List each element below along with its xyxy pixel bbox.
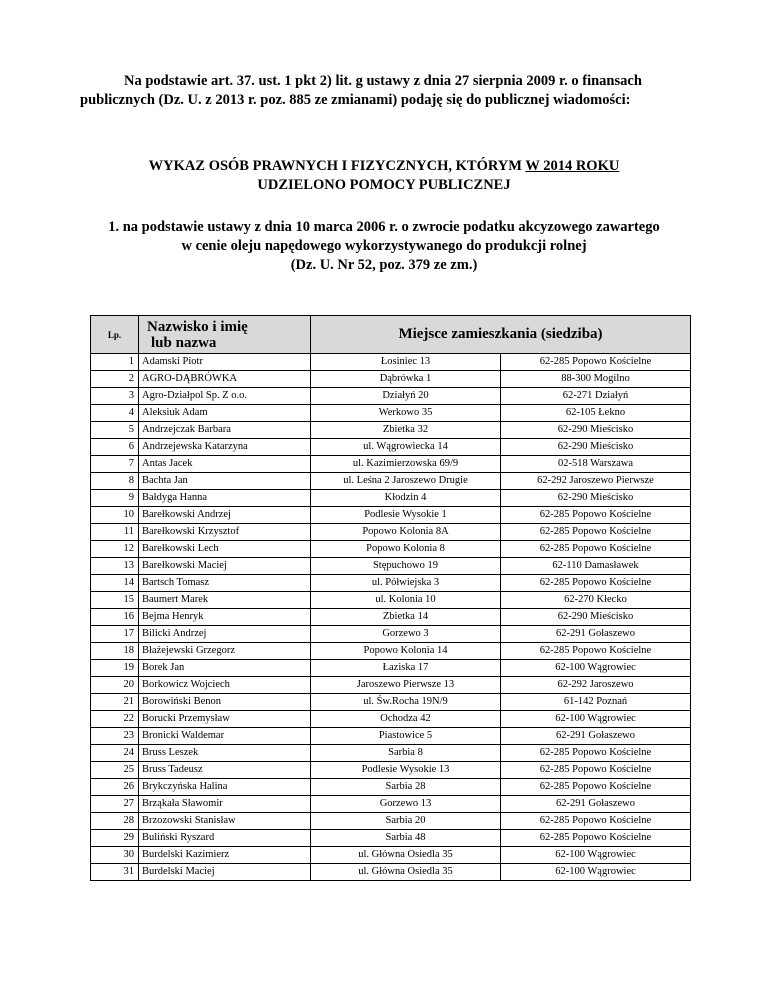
cell-city: 62-271 Działyń xyxy=(501,388,691,405)
document-title xyxy=(60,157,708,195)
cell-address: Sarbia 8 xyxy=(311,745,501,762)
cell-name: Borek Jan xyxy=(139,660,311,677)
cell-name: Burdelski Kazimierz xyxy=(139,847,311,864)
cell-city: 62-291 Gołaszewo xyxy=(501,796,691,813)
cell-city: 62-100 Wągrowiec xyxy=(501,711,691,728)
cell-city: 62-291 Gołaszewo xyxy=(501,626,691,643)
cell-address: Łaziska 17 xyxy=(311,660,501,677)
cell-address: Sarbia 48 xyxy=(311,830,501,847)
cell-lp: 7 xyxy=(91,456,139,473)
cell-name: Barełkowski Andrzej xyxy=(139,507,311,524)
cell-address: Ochodza 42 xyxy=(311,711,501,728)
table-row xyxy=(91,371,691,388)
table-row xyxy=(91,439,691,456)
cell-lp: 13 xyxy=(91,558,139,575)
cell-name: Barełkowski Krzysztof xyxy=(139,524,311,541)
cell-address: ul. Leśna 2 Jaroszewo Drugie xyxy=(311,473,501,490)
cell-name: Błażejewski Grzegorz xyxy=(139,643,311,660)
cell-name: Antas Jacek xyxy=(139,456,311,473)
cell-name: Brykczyńska Halina xyxy=(139,779,311,796)
table-row xyxy=(91,660,691,677)
cell-city: 62-292 Jaroszewo Pierwsze xyxy=(501,473,691,490)
cell-address: Sarbia 28 xyxy=(311,779,501,796)
cell-lp: 22 xyxy=(91,711,139,728)
cell-name: Andrzejczak Barbara xyxy=(139,422,311,439)
cell-address: ul. Kolonia 10 xyxy=(311,592,501,609)
cell-name: Barełkowski Lech xyxy=(139,541,311,558)
cell-address: ul. Wągrowiecka 14 xyxy=(311,439,501,456)
table-row xyxy=(91,626,691,643)
cell-address: ul. Kazimierzowska 69/9 xyxy=(311,456,501,473)
cell-city: 62-285 Popowo Kościelne xyxy=(501,830,691,847)
document-title-part-a: WYKAZ OSÓB PRAWNYCH I FIZYCZNYCH, KTÓRYM xyxy=(148,158,526,174)
cell-name: Bejma Henryk xyxy=(139,609,311,626)
cell-name: Bałdyga Hanna xyxy=(139,490,311,507)
cell-lp: 10 xyxy=(91,507,139,524)
cell-city: 62-290 Mieścisko xyxy=(501,609,691,626)
section-heading-line-1: 1. na podstawie ustawy z dnia 10 marca 2006 r. o zwrocie podatku akcyzowego zawartego xyxy=(108,219,660,235)
cell-address: ul. Półwiejska 3 xyxy=(311,575,501,592)
cell-lp: 3 xyxy=(91,388,139,405)
cell-address: ul. Główna Osiedla 35 xyxy=(311,847,501,864)
section-heading xyxy=(60,218,708,275)
cell-address: Dąbrówka 1 xyxy=(311,371,501,388)
table-row xyxy=(91,490,691,507)
cell-address: Popowo Kolonia 8 xyxy=(311,541,501,558)
cell-city: 62-285 Popowo Kościelne xyxy=(501,813,691,830)
table-row xyxy=(91,813,691,830)
cell-address: Werkowo 35 xyxy=(311,405,501,422)
table-row xyxy=(91,711,691,728)
cell-lp: 30 xyxy=(91,847,139,864)
cell-city: 61-142 Poznań xyxy=(501,694,691,711)
cell-lp: 25 xyxy=(91,762,139,779)
cell-lp: 31 xyxy=(91,864,139,881)
cell-city: 62-285 Popowo Kościelne xyxy=(501,541,691,558)
recipients-table xyxy=(90,315,691,881)
cell-name: Adamski Piotr xyxy=(139,354,311,371)
cell-lp: 6 xyxy=(91,439,139,456)
cell-address: Podlesie Wysokie 13 xyxy=(311,762,501,779)
cell-lp: 19 xyxy=(91,660,139,677)
cell-lp: 29 xyxy=(91,830,139,847)
cell-address: Kłodzin 4 xyxy=(311,490,501,507)
cell-address: Sarbia 20 xyxy=(311,813,501,830)
section-heading-line-3: (Dz. U. Nr 52, poz. 379 ze zm.) xyxy=(290,257,478,273)
document-title-line-1 xyxy=(60,157,708,176)
cell-name: Agro-Działpol Sp. Z o.o. xyxy=(139,388,311,405)
cell-address: Łosiniec 13 xyxy=(311,354,501,371)
table-row xyxy=(91,847,691,864)
cell-lp: 28 xyxy=(91,813,139,830)
cell-name: Baumert Marek xyxy=(139,592,311,609)
header-place: Miejsce zamieszkania (siedziba) xyxy=(311,316,691,354)
cell-address: Gorzewo 13 xyxy=(311,796,501,813)
cell-address: Piastowice 5 xyxy=(311,728,501,745)
cell-name: Andrzejewska Katarzyna xyxy=(139,439,311,456)
header-lp: Lp. xyxy=(91,316,139,354)
cell-name: Brzozowski Stanisław xyxy=(139,813,311,830)
cell-name: Borucki Przemysław xyxy=(139,711,311,728)
table-header-row xyxy=(91,316,691,354)
cell-name: Burdelski Maciej xyxy=(139,864,311,881)
cell-address: Podlesie Wysokie 1 xyxy=(311,507,501,524)
table-row xyxy=(91,354,691,371)
table-row xyxy=(91,762,691,779)
cell-name: Bruss Leszek xyxy=(139,745,311,762)
table-row xyxy=(91,592,691,609)
section-heading-line-2: w cenie oleju napędowego wykorzystywanego do produkcji rolnej xyxy=(181,238,587,254)
table-row xyxy=(91,473,691,490)
cell-city: 62-100 Wągrowiec xyxy=(501,660,691,677)
cell-lp: 26 xyxy=(91,779,139,796)
document-title-line-2: UDZIELONO POMOCY PUBLICZNEJ xyxy=(257,177,511,193)
cell-city: 62-292 Jaroszewo xyxy=(501,677,691,694)
cell-name: Brząkała Sławomir xyxy=(139,796,311,813)
cell-name: Bachta Jan xyxy=(139,473,311,490)
cell-address: ul. Główna Osiedla 35 xyxy=(311,864,501,881)
cell-lp: 20 xyxy=(91,677,139,694)
cell-city: 62-285 Popowo Kościelne xyxy=(501,643,691,660)
cell-city: 62-105 Łekno xyxy=(501,405,691,422)
table-row xyxy=(91,745,691,762)
cell-city: 62-290 Mieścisko xyxy=(501,490,691,507)
header-name-line-2: lub nazwa xyxy=(151,334,217,351)
table-row xyxy=(91,609,691,626)
cell-city: 62-285 Popowo Kościelne xyxy=(501,507,691,524)
table-row xyxy=(91,575,691,592)
cell-lp: 9 xyxy=(91,490,139,507)
header-name-line-1: Nazwisko i imię xyxy=(147,318,248,335)
cell-name: Bartsch Tomasz xyxy=(139,575,311,592)
cell-name: Bilicki Andrzej xyxy=(139,626,311,643)
table-row xyxy=(91,558,691,575)
cell-city: 62-291 Gołaszewo xyxy=(501,728,691,745)
cell-name: Bruss Tadeusz xyxy=(139,762,311,779)
document-title-year: W 2014 ROKU xyxy=(525,158,620,174)
cell-city: 88-300 Mogilno xyxy=(501,371,691,388)
cell-city: 62-285 Popowo Kościelne xyxy=(501,762,691,779)
cell-city: 62-285 Popowo Kościelne xyxy=(501,745,691,762)
intro-paragraph: Na podstawie art. 37. ust. 1 pkt 2) lit. g ustawy z dnia 27 sierpnia 2009 r. o finansach publicznych (Dz. U. z 2013 r. poz. 885 ze zmianami) podaję się do publicznej wiadomości: xyxy=(80,73,642,108)
cell-city: 02-518 Warszawa xyxy=(501,456,691,473)
cell-lp: 21 xyxy=(91,694,139,711)
table-body xyxy=(91,354,691,881)
cell-address: Zbietka 14 xyxy=(311,609,501,626)
cell-name: Aleksiuk Adam xyxy=(139,405,311,422)
cell-city: 62-110 Damasławek xyxy=(501,558,691,575)
cell-name: Bronicki Waldemar xyxy=(139,728,311,745)
table-row xyxy=(91,456,691,473)
table-row xyxy=(91,677,691,694)
cell-name: AGRO-DĄBRÓWKA xyxy=(139,371,311,388)
table-row xyxy=(91,507,691,524)
cell-name: Barełkowski Maciej xyxy=(139,558,311,575)
table-row xyxy=(91,779,691,796)
cell-city: 62-100 Wągrowiec xyxy=(501,847,691,864)
header-name xyxy=(139,316,311,354)
cell-lp: 12 xyxy=(91,541,139,558)
table-row xyxy=(91,541,691,558)
cell-address: Gorzewo 3 xyxy=(311,626,501,643)
cell-city: 62-290 Mieścisko xyxy=(501,422,691,439)
table-row xyxy=(91,524,691,541)
cell-city: 62-285 Popowo Kościelne xyxy=(501,779,691,796)
cell-name: Borowiński Benon xyxy=(139,694,311,711)
cell-lp: 27 xyxy=(91,796,139,813)
cell-lp: 11 xyxy=(91,524,139,541)
cell-lp: 16 xyxy=(91,609,139,626)
cell-address: Popowo Kolonia 8A xyxy=(311,524,501,541)
cell-city: 62-290 Mieścisko xyxy=(501,439,691,456)
cell-address: Stępuchowo 19 xyxy=(311,558,501,575)
cell-city: 62-270 Kłecko xyxy=(501,592,691,609)
cell-lp: 24 xyxy=(91,745,139,762)
cell-lp: 18 xyxy=(91,643,139,660)
table-row xyxy=(91,643,691,660)
cell-city: 62-285 Popowo Kościelne xyxy=(501,575,691,592)
cell-lp: 23 xyxy=(91,728,139,745)
cell-lp: 17 xyxy=(91,626,139,643)
table-row xyxy=(91,728,691,745)
cell-lp: 5 xyxy=(91,422,139,439)
cell-address: ul. Św.Rocha 19N/9 xyxy=(311,694,501,711)
table-row xyxy=(91,694,691,711)
table-row xyxy=(91,830,691,847)
cell-address: Działyń 20 xyxy=(311,388,501,405)
table-row xyxy=(91,796,691,813)
cell-city: 62-285 Popowo Kościelne xyxy=(501,524,691,541)
cell-lp: 1 xyxy=(91,354,139,371)
cell-lp: 15 xyxy=(91,592,139,609)
cell-address: Zbietka 32 xyxy=(311,422,501,439)
cell-name: Buliński Ryszard xyxy=(139,830,311,847)
cell-address: Popowo Kolonia 14 xyxy=(311,643,501,660)
cell-name: Borkowicz Wojciech xyxy=(139,677,311,694)
cell-lp: 14 xyxy=(91,575,139,592)
cell-lp: 2 xyxy=(91,371,139,388)
table-row xyxy=(91,405,691,422)
cell-lp: 8 xyxy=(91,473,139,490)
cell-city: 62-100 Wągrowiec xyxy=(501,864,691,881)
cell-lp: 4 xyxy=(91,405,139,422)
cell-address: Jaroszewo Pierwsze 13 xyxy=(311,677,501,694)
table-row xyxy=(91,388,691,405)
table-row xyxy=(91,422,691,439)
table-row xyxy=(91,864,691,881)
cell-city: 62-285 Popowo Kościelne xyxy=(501,354,691,371)
